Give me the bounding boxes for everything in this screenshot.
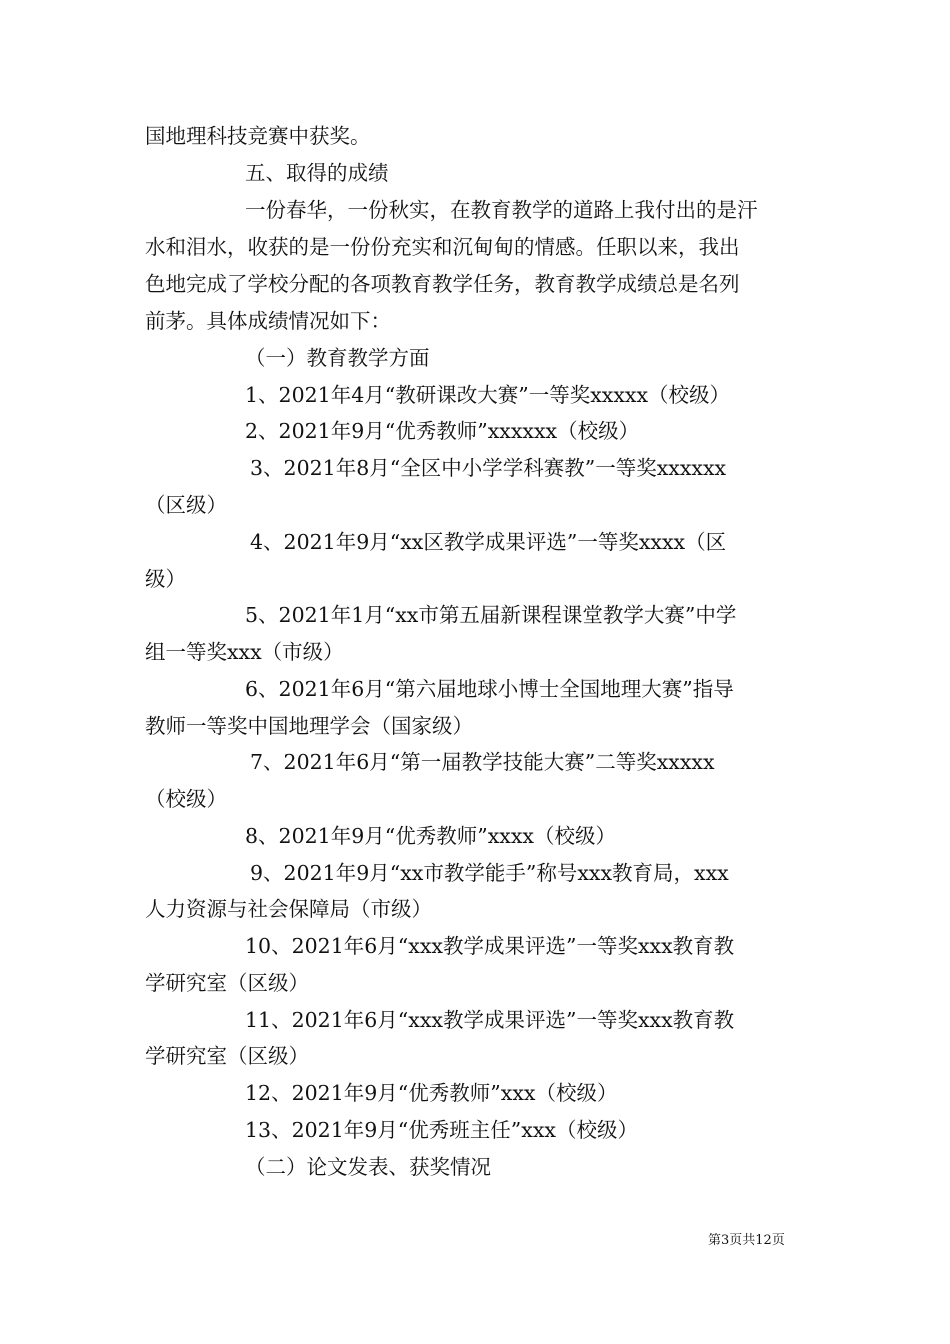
award-item: 2、2021年9月“优秀教师”xxxxxx（校级） — [245, 419, 640, 443]
award-item: 4、2021年9月“xx区教学成果评选”一等奖xxxx（区 — [250, 530, 727, 554]
award-item: 12、2021年9月“优秀教师”xxx（校级） — [245, 1081, 618, 1105]
page-number-footer: 第3页共12页 — [708, 1233, 785, 1248]
award-item-continued: 教师一等奖中国地理学会（国家级） — [145, 714, 473, 738]
award-item: 6、2021年6月“第六届地球小博士全国地理大赛”指导 — [245, 677, 734, 701]
award-item: 1、2021年4月“教研课改大赛”一等奖xxxxx（校级） — [245, 383, 731, 407]
subsection-heading: （一）教育教学方面 — [245, 346, 430, 370]
award-item: 3、2021年8月“全区中小学学科赛教”一等奖xxxxxx — [250, 456, 727, 480]
award-item: 10、2021年6月“xxx教学成果评选”一等奖xxx教育教 — [245, 934, 735, 958]
text-line: 色地完成了学校分配的各项教育教学任务，教育教学成绩总是名列 — [145, 272, 740, 296]
section-heading: 五、取得的成绩 — [245, 161, 389, 185]
award-item-continued: 人力资源与社会保障局（市级） — [145, 897, 432, 921]
award-item-continued: 级） — [145, 567, 186, 591]
award-item-continued: 学研究室（区级） — [145, 1044, 309, 1068]
text-line: 国地理科技竞赛中获奖。 — [145, 124, 371, 148]
award-item-continued: 组一等奖xxx（市级） — [145, 640, 344, 664]
award-item-continued: （区级） — [145, 493, 227, 517]
award-item: 13、2021年9月“优秀班主任”xxx（校级） — [245, 1118, 638, 1142]
text-line: 水和泪水，收获的是一份份充实和沉甸甸的情感。任职以来，我出 — [145, 235, 740, 259]
subsection-heading: （二）论文发表、获奖情况 — [245, 1155, 491, 1179]
award-item: 5、2021年1月“xx市第五届新课程课堂教学大赛”中学 — [245, 603, 737, 627]
text-line: 一份春华，一份秋实，在教育教学的道路上我付出的是汗 — [245, 198, 758, 222]
award-item: 7、2021年6月“第一届教学技能大赛”二等奖xxxxx — [250, 750, 715, 774]
award-item: 8、2021年9月“优秀教师”xxxx（校级） — [245, 824, 616, 848]
award-item: 9、2021年9月“xx市教学能手”称号xxx教育局，xxx — [250, 861, 729, 885]
award-item-continued: （校级） — [145, 787, 227, 811]
award-item: 11、2021年6月“xxx教学成果评选”一等奖xxx教育教 — [245, 1008, 735, 1032]
text-line: 前茅。具体成绩情况如下： — [145, 309, 391, 333]
award-item-continued: 学研究室（区级） — [145, 971, 309, 995]
